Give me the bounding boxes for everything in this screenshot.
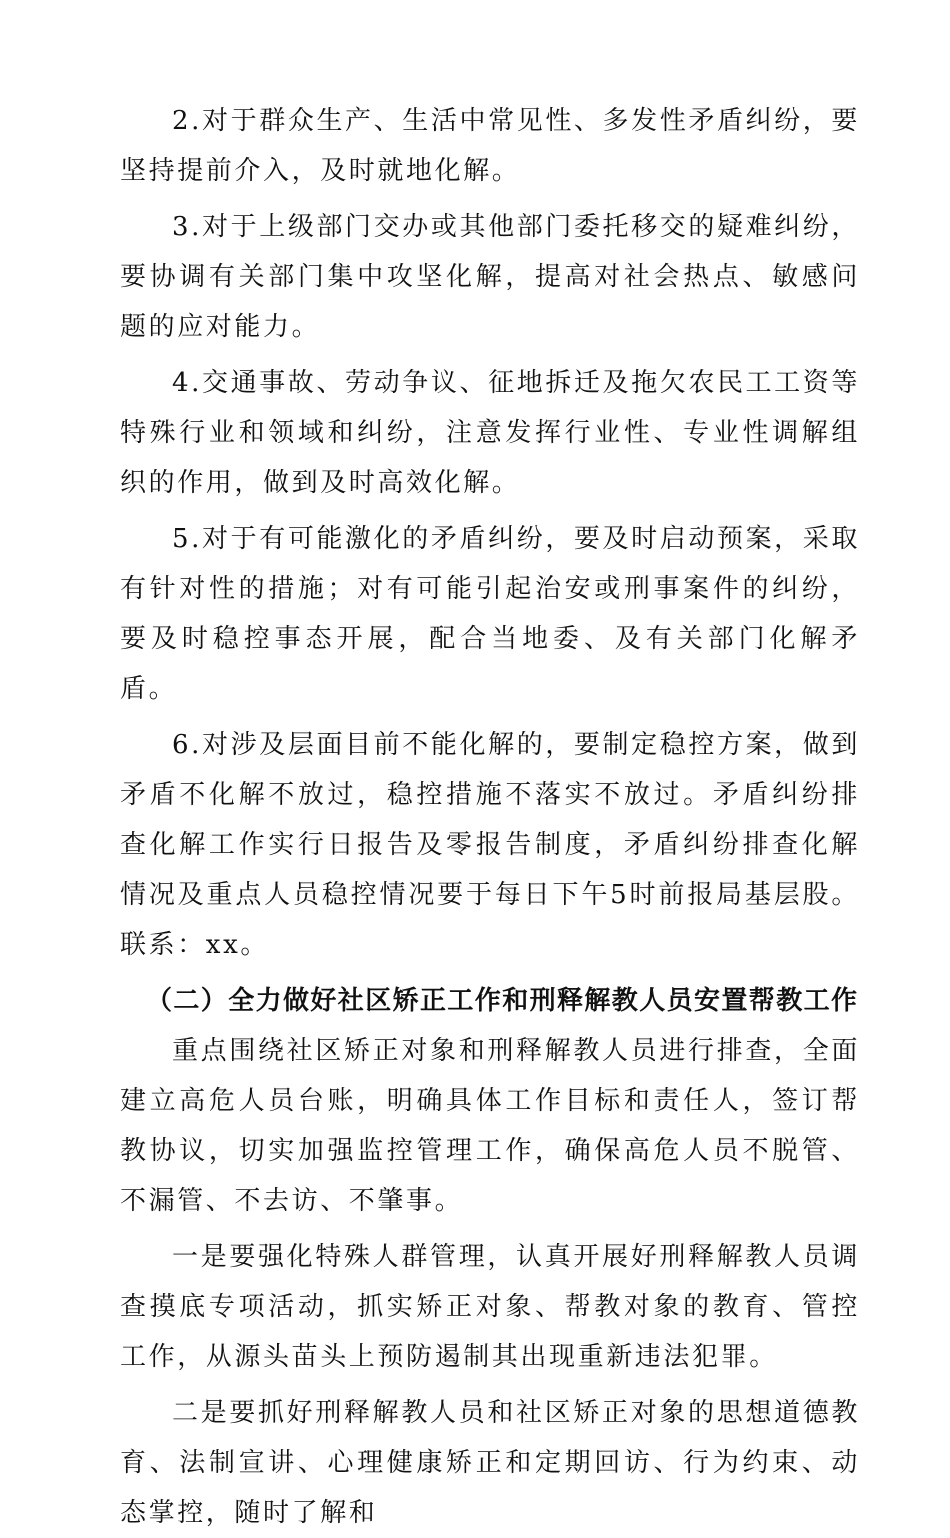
paragraph-item-5: 5.对于有可能激化的矛盾纠纷，要及时启动预案，采取有针对性的措施；对有可能引起治安或刑事案件的纠纷，要及时稳控事态开展，配合当地委、及有关部门化解矛盾。 <box>120 524 860 704</box>
paragraph-overview: 重点围绕社区矫正对象和刑释解教人员进行排查，全面建立高危人员台账，明确具体工作目标和责任人，签订帮教协议，切实加强监控管理工作，确保高危人员不脱管、不漏管、不去访、不肇事。 <box>120 1036 860 1216</box>
paragraph-second-measure: 二是要抓好刑释解教人员和社区矫正对象的思想道德教育、法制宣讲、心理健康矫正和定期回访、行为约束、动态掌控，随时了解和 <box>120 1398 860 1528</box>
paragraph-item-2: 2.对于群众生产、生活中常见性、多发性矛盾纠纷，要坚持提前介入，及时就地化解。 <box>120 106 860 186</box>
paragraph-item-4: 4.交通事故、劳动争议、征地拆迁及拖欠农民工工资等特殊行业和领域和纠纷，注意发挥行业性、专业性调解组织的作用，做到及时高效化解。 <box>120 368 860 498</box>
paragraph-item-3: 3.对于上级部门交办或其他部门委托移交的疑难纠纷，要协调有关部门集中攻坚化解，提高对社会热点、敏感问题的应对能力。 <box>120 212 860 342</box>
paragraph-item-6: 6.对涉及层面目前不能化解的，要制定稳控方案，做到矛盾不化解不放过，稳控措施不落实不放过。矛盾纠纷排查化解工作实行日报告及零报告制度，矛盾纠纷排查化解情况及重点人员稳控情况要于每日下午5时前报局基层股。联系：xx。 <box>120 730 860 960</box>
document-body <box>120 96 860 1538</box>
paragraph-first-measure: 一是要强化特殊人群管理，认真开展好刑释解教人员调查摸底专项活动，抓实矫正对象、帮教对象的教育、管控工作，从源头苗头上预防遏制其出现重新违法犯罪。 <box>120 1242 860 1372</box>
section-heading: （二）全力做好社区矫正工作和刑释解教人员安置帮教工作 <box>146 986 859 1016</box>
